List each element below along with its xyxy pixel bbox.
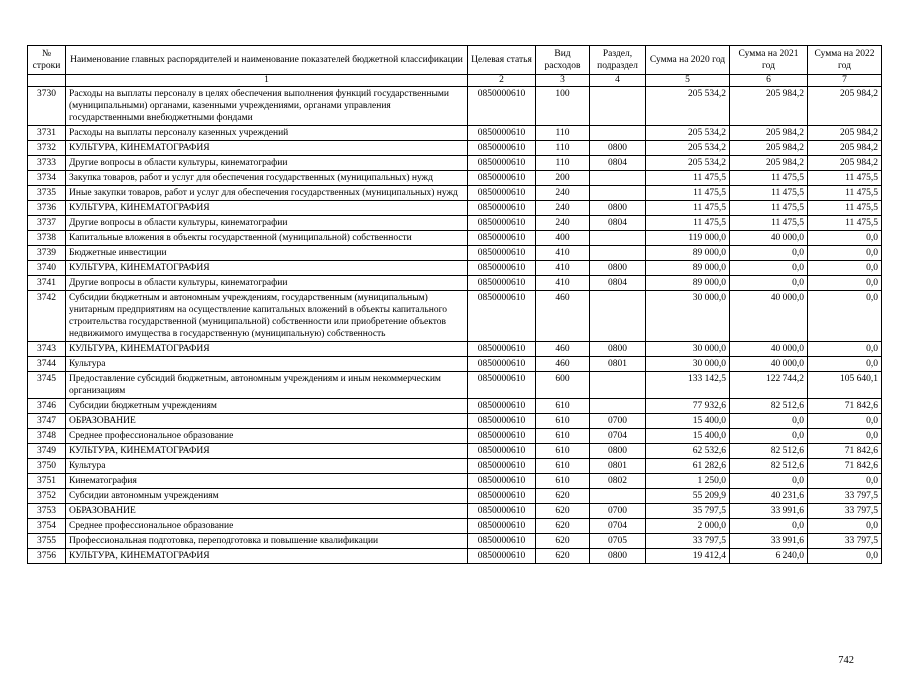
cell-row-number: 3750 bbox=[28, 459, 66, 474]
cell-sum-2022: 0,0 bbox=[808, 261, 882, 276]
cell-name: Субсидии бюджетным и автономным учреждениям, государственным (муниципальным) унитарным предприятиям на осуществление капитальных вложений в объекты капитального строительства государственной (муниципальной) собственности или приобретение объектов недвижимого имущества в государственную (муниципальную) собственность bbox=[66, 291, 468, 342]
table-row bbox=[28, 186, 882, 201]
cell-target-article: 0850000610 bbox=[468, 141, 536, 156]
cell-name: Бюджетные инвестиции bbox=[66, 246, 468, 261]
table-row bbox=[28, 429, 882, 444]
cell-name: Другие вопросы в области культуры, кинематографии bbox=[66, 216, 468, 231]
cell-sum-2022: 0,0 bbox=[808, 519, 882, 534]
table-row bbox=[28, 534, 882, 549]
table-row bbox=[28, 504, 882, 519]
cell-sum-2020: 11 475,5 bbox=[646, 201, 730, 216]
column-number: 6 bbox=[730, 75, 808, 87]
cell-expense-type: 410 bbox=[536, 246, 590, 261]
cell-expense-type: 200 bbox=[536, 171, 590, 186]
table-row bbox=[28, 87, 882, 126]
cell-sum-2022: 0,0 bbox=[808, 276, 882, 291]
cell-name: Субсидии бюджетным учреждениям bbox=[66, 399, 468, 414]
cell-sum-2021: 40 000,0 bbox=[730, 291, 808, 342]
cell-name: Другие вопросы в области культуры, кинематографии bbox=[66, 276, 468, 291]
cell-sum-2021: 33 991,6 bbox=[730, 504, 808, 519]
cell-sum-2021: 82 512,6 bbox=[730, 444, 808, 459]
cell-sum-2020: 55 209,9 bbox=[646, 489, 730, 504]
cell-name: Среднее профессиональное образование bbox=[66, 429, 468, 444]
cell-sum-2020: 1 250,0 bbox=[646, 474, 730, 489]
table-row bbox=[28, 444, 882, 459]
cell-sum-2020: 119 000,0 bbox=[646, 231, 730, 246]
cell-row-number: 3751 bbox=[28, 474, 66, 489]
cell-sum-2022: 11 475,5 bbox=[808, 171, 882, 186]
cell-sum-2021: 40 000,0 bbox=[730, 357, 808, 372]
cell-name: КУЛЬТУРА, КИНЕМАТОГРАФИЯ bbox=[66, 141, 468, 156]
cell-sum-2021: 40 000,0 bbox=[730, 231, 808, 246]
cell-target-article: 0850000610 bbox=[468, 126, 536, 141]
table-row bbox=[28, 291, 882, 342]
cell-row-number: 3745 bbox=[28, 372, 66, 399]
cell-row-number: 3740 bbox=[28, 261, 66, 276]
cell-row-number: 3733 bbox=[28, 156, 66, 171]
table-row bbox=[28, 156, 882, 171]
cell-target-article: 0850000610 bbox=[468, 414, 536, 429]
cell-row-number: 3735 bbox=[28, 186, 66, 201]
cell-section: 0800 bbox=[590, 342, 646, 357]
cell-name: Иные закупки товаров, работ и услуг для обеспечения государственных (муниципальных) нужд bbox=[66, 186, 468, 201]
budget-table bbox=[27, 45, 882, 564]
cell-target-article: 0850000610 bbox=[468, 342, 536, 357]
cell-sum-2022: 0,0 bbox=[808, 231, 882, 246]
cell-sum-2020: 11 475,5 bbox=[646, 171, 730, 186]
cell-expense-type: 610 bbox=[536, 429, 590, 444]
column-number: 1 bbox=[66, 75, 468, 87]
table-row bbox=[28, 474, 882, 489]
cell-sum-2020: 61 282,6 bbox=[646, 459, 730, 474]
cell-sum-2021: 6 240,0 bbox=[730, 549, 808, 564]
cell-sum-2021: 0,0 bbox=[730, 276, 808, 291]
cell-sum-2022: 205 984,2 bbox=[808, 156, 882, 171]
cell-row-number: 3754 bbox=[28, 519, 66, 534]
cell-sum-2020: 89 000,0 bbox=[646, 276, 730, 291]
cell-sum-2021: 0,0 bbox=[730, 414, 808, 429]
cell-sum-2022: 205 984,2 bbox=[808, 87, 882, 126]
cell-expense-type: 600 bbox=[536, 372, 590, 399]
cell-expense-type: 460 bbox=[536, 291, 590, 342]
cell-section bbox=[590, 87, 646, 126]
table-row bbox=[28, 126, 882, 141]
cell-row-number: 3755 bbox=[28, 534, 66, 549]
cell-sum-2021: 11 475,5 bbox=[730, 201, 808, 216]
cell-row-number: 3746 bbox=[28, 399, 66, 414]
cell-sum-2020: 30 000,0 bbox=[646, 357, 730, 372]
column-number bbox=[28, 75, 66, 87]
cell-row-number: 3736 bbox=[28, 201, 66, 216]
cell-sum-2021: 205 984,2 bbox=[730, 87, 808, 126]
cell-sum-2020: 133 142,5 bbox=[646, 372, 730, 399]
cell-expense-type: 240 bbox=[536, 201, 590, 216]
cell-expense-type: 100 bbox=[536, 87, 590, 126]
cell-section: 0801 bbox=[590, 357, 646, 372]
cell-sum-2021: 0,0 bbox=[730, 519, 808, 534]
cell-expense-type: 240 bbox=[536, 186, 590, 201]
cell-sum-2020: 205 534,2 bbox=[646, 126, 730, 141]
cell-expense-type: 410 bbox=[536, 276, 590, 291]
cell-sum-2022: 0,0 bbox=[808, 414, 882, 429]
cell-expense-type: 110 bbox=[536, 156, 590, 171]
cell-sum-2020: 15 400,0 bbox=[646, 429, 730, 444]
cell-target-article: 0850000610 bbox=[468, 429, 536, 444]
cell-sum-2020: 205 534,2 bbox=[646, 87, 730, 126]
cell-sum-2020: 30 000,0 bbox=[646, 291, 730, 342]
cell-name: Кинематография bbox=[66, 474, 468, 489]
cell-section: 0802 bbox=[590, 474, 646, 489]
cell-sum-2020: 62 532,6 bbox=[646, 444, 730, 459]
cell-row-number: 3741 bbox=[28, 276, 66, 291]
cell-expense-type: 620 bbox=[536, 504, 590, 519]
cell-section: 0804 bbox=[590, 276, 646, 291]
cell-section: 0800 bbox=[590, 201, 646, 216]
cell-row-number: 3742 bbox=[28, 291, 66, 342]
cell-row-number: 3732 bbox=[28, 141, 66, 156]
cell-section: 0704 bbox=[590, 429, 646, 444]
cell-sum-2021: 82 512,6 bbox=[730, 459, 808, 474]
cell-section: 0800 bbox=[590, 444, 646, 459]
cell-sum-2020: 35 797,5 bbox=[646, 504, 730, 519]
cell-sum-2022: 205 984,2 bbox=[808, 141, 882, 156]
cell-section bbox=[590, 246, 646, 261]
cell-section bbox=[590, 126, 646, 141]
cell-section bbox=[590, 399, 646, 414]
cell-sum-2020: 33 797,5 bbox=[646, 534, 730, 549]
table-row bbox=[28, 399, 882, 414]
cell-section: 0700 bbox=[590, 504, 646, 519]
cell-sum-2022: 0,0 bbox=[808, 246, 882, 261]
cell-expense-type: 610 bbox=[536, 414, 590, 429]
cell-target-article: 0850000610 bbox=[468, 171, 536, 186]
cell-row-number: 3734 bbox=[28, 171, 66, 186]
cell-name: КУЛЬТУРА, КИНЕМАТОГРАФИЯ bbox=[66, 444, 468, 459]
cell-sum-2020: 2 000,0 bbox=[646, 519, 730, 534]
header-target-article: Целевая статья bbox=[468, 46, 536, 75]
cell-sum-2021: 33 991,6 bbox=[730, 534, 808, 549]
cell-target-article: 0850000610 bbox=[468, 399, 536, 414]
cell-target-article: 0850000610 bbox=[468, 534, 536, 549]
page-number: 742 bbox=[838, 655, 854, 666]
table-row bbox=[28, 372, 882, 399]
cell-row-number: 3738 bbox=[28, 231, 66, 246]
cell-target-article: 0850000610 bbox=[468, 231, 536, 246]
table-row bbox=[28, 357, 882, 372]
cell-sum-2020: 11 475,5 bbox=[646, 216, 730, 231]
cell-name: КУЛЬТУРА, КИНЕМАТОГРАФИЯ bbox=[66, 342, 468, 357]
cell-target-article: 0850000610 bbox=[468, 549, 536, 564]
cell-sum-2021: 11 475,5 bbox=[730, 171, 808, 186]
cell-sum-2022: 11 475,5 bbox=[808, 201, 882, 216]
cell-expense-type: 460 bbox=[536, 357, 590, 372]
cell-sum-2020: 30 000,0 bbox=[646, 342, 730, 357]
cell-section: 0804 bbox=[590, 156, 646, 171]
cell-section bbox=[590, 231, 646, 246]
cell-section: 0804 bbox=[590, 216, 646, 231]
cell-section bbox=[590, 489, 646, 504]
cell-sum-2021: 11 475,5 bbox=[730, 186, 808, 201]
header-sum-2020: Сумма на 2020 год bbox=[646, 46, 730, 75]
table-row bbox=[28, 231, 882, 246]
cell-expense-type: 610 bbox=[536, 459, 590, 474]
cell-row-number: 3749 bbox=[28, 444, 66, 459]
cell-section: 0800 bbox=[590, 261, 646, 276]
cell-target-article: 0850000610 bbox=[468, 261, 536, 276]
cell-sum-2022: 33 797,5 bbox=[808, 489, 882, 504]
table-row bbox=[28, 216, 882, 231]
cell-target-article: 0850000610 bbox=[468, 201, 536, 216]
cell-sum-2021: 0,0 bbox=[730, 261, 808, 276]
cell-target-article: 0850000610 bbox=[468, 186, 536, 201]
header-expense-type: Вид расходов bbox=[536, 46, 590, 75]
cell-sum-2021: 122 744,2 bbox=[730, 372, 808, 399]
column-number: 7 bbox=[808, 75, 882, 87]
cell-expense-type: 410 bbox=[536, 261, 590, 276]
cell-name: КУЛЬТУРА, КИНЕМАТОГРАФИЯ bbox=[66, 549, 468, 564]
cell-section: 0704 bbox=[590, 519, 646, 534]
cell-sum-2022: 0,0 bbox=[808, 357, 882, 372]
header-sum-2022: Сумма на 2022 год bbox=[808, 46, 882, 75]
cell-name: КУЛЬТУРА, КИНЕМАТОГРАФИЯ bbox=[66, 201, 468, 216]
cell-sum-2021: 205 984,2 bbox=[730, 141, 808, 156]
cell-sum-2021: 11 475,5 bbox=[730, 216, 808, 231]
cell-section: 0800 bbox=[590, 549, 646, 564]
cell-name: Субсидии автономным учреждениям bbox=[66, 489, 468, 504]
table-row bbox=[28, 489, 882, 504]
cell-target-article: 0850000610 bbox=[468, 357, 536, 372]
cell-name: КУЛЬТУРА, КИНЕМАТОГРАФИЯ bbox=[66, 261, 468, 276]
cell-expense-type: 240 bbox=[536, 216, 590, 231]
cell-expense-type: 620 bbox=[536, 549, 590, 564]
cell-expense-type: 110 bbox=[536, 141, 590, 156]
cell-sum-2022: 0,0 bbox=[808, 342, 882, 357]
cell-sum-2022: 205 984,2 bbox=[808, 126, 882, 141]
cell-section bbox=[590, 291, 646, 342]
cell-target-article: 0850000610 bbox=[468, 87, 536, 126]
cell-row-number: 3737 bbox=[28, 216, 66, 231]
cell-section: 0705 bbox=[590, 534, 646, 549]
column-number: 4 bbox=[590, 75, 646, 87]
cell-sum-2020: 89 000,0 bbox=[646, 246, 730, 261]
cell-expense-type: 400 bbox=[536, 231, 590, 246]
cell-sum-2022: 11 475,5 bbox=[808, 216, 882, 231]
cell-name: Расходы на выплаты персоналу казенных учреждений bbox=[66, 126, 468, 141]
cell-target-article: 0850000610 bbox=[468, 372, 536, 399]
cell-sum-2020: 205 534,2 bbox=[646, 141, 730, 156]
table-row bbox=[28, 342, 882, 357]
cell-row-number: 3739 bbox=[28, 246, 66, 261]
cell-section: 0801 bbox=[590, 459, 646, 474]
cell-name: Профессиональная подготовка, переподготовка и повышение квалификации bbox=[66, 534, 468, 549]
cell-expense-type: 620 bbox=[536, 519, 590, 534]
cell-target-article: 0850000610 bbox=[468, 489, 536, 504]
cell-sum-2021: 205 984,2 bbox=[730, 156, 808, 171]
cell-expense-type: 620 bbox=[536, 489, 590, 504]
table-body bbox=[28, 87, 882, 564]
cell-sum-2022: 71 842,6 bbox=[808, 399, 882, 414]
cell-row-number: 3730 bbox=[28, 87, 66, 126]
cell-section bbox=[590, 171, 646, 186]
cell-expense-type: 610 bbox=[536, 444, 590, 459]
cell-sum-2022: 105 640,1 bbox=[808, 372, 882, 399]
cell-sum-2022: 71 842,6 bbox=[808, 459, 882, 474]
cell-section bbox=[590, 186, 646, 201]
cell-expense-type: 620 bbox=[536, 534, 590, 549]
cell-target-article: 0850000610 bbox=[468, 459, 536, 474]
header-row bbox=[28, 46, 882, 75]
cell-section: 0700 bbox=[590, 414, 646, 429]
cell-expense-type: 110 bbox=[536, 126, 590, 141]
column-number-row bbox=[28, 75, 882, 87]
cell-name: Среднее профессиональное образование bbox=[66, 519, 468, 534]
table-row bbox=[28, 414, 882, 429]
cell-target-article: 0850000610 bbox=[468, 246, 536, 261]
cell-row-number: 3747 bbox=[28, 414, 66, 429]
cell-sum-2021: 0,0 bbox=[730, 246, 808, 261]
column-number: 2 bbox=[468, 75, 536, 87]
cell-name: Закупка товаров, работ и услуг для обеспечения государственных (муниципальных) нужд bbox=[66, 171, 468, 186]
cell-sum-2021: 40 000,0 bbox=[730, 342, 808, 357]
cell-name: ОБРАЗОВАНИЕ bbox=[66, 504, 468, 519]
table-row bbox=[28, 261, 882, 276]
table-row bbox=[28, 201, 882, 216]
cell-target-article: 0850000610 bbox=[468, 216, 536, 231]
cell-name: Культура bbox=[66, 357, 468, 372]
cell-target-article: 0850000610 bbox=[468, 276, 536, 291]
cell-sum-2020: 19 412,4 bbox=[646, 549, 730, 564]
cell-name: Расходы на выплаты персоналу в целях обеспечения выполнения функций государственными (муниципальными) органами, казенными учреждениями, органами управления государственными внебюджетными фондами bbox=[66, 87, 468, 126]
header-sum-2021: Сумма на 2021 год bbox=[730, 46, 808, 75]
cell-sum-2021: 0,0 bbox=[730, 474, 808, 489]
cell-expense-type: 610 bbox=[536, 399, 590, 414]
cell-section: 0800 bbox=[590, 141, 646, 156]
cell-sum-2020: 11 475,5 bbox=[646, 186, 730, 201]
cell-row-number: 3753 bbox=[28, 504, 66, 519]
cell-target-article: 0850000610 bbox=[468, 156, 536, 171]
cell-sum-2020: 15 400,0 bbox=[646, 414, 730, 429]
cell-expense-type: 610 bbox=[536, 474, 590, 489]
cell-sum-2022: 0,0 bbox=[808, 474, 882, 489]
cell-target-article: 0850000610 bbox=[468, 519, 536, 534]
cell-sum-2020: 205 534,2 bbox=[646, 156, 730, 171]
cell-sum-2022: 33 797,5 bbox=[808, 534, 882, 549]
cell-sum-2022: 0,0 bbox=[808, 549, 882, 564]
cell-name: Другие вопросы в области культуры, кинематографии bbox=[66, 156, 468, 171]
cell-target-article: 0850000610 bbox=[468, 504, 536, 519]
cell-row-number: 3743 bbox=[28, 342, 66, 357]
table-row bbox=[28, 246, 882, 261]
table-row bbox=[28, 549, 882, 564]
cell-sum-2022: 33 797,5 bbox=[808, 504, 882, 519]
table-row bbox=[28, 459, 882, 474]
cell-row-number: 3744 bbox=[28, 357, 66, 372]
cell-name: ОБРАЗОВАНИЕ bbox=[66, 414, 468, 429]
cell-sum-2022: 11 475,5 bbox=[808, 186, 882, 201]
column-number: 5 bbox=[646, 75, 730, 87]
cell-sum-2022: 71 842,6 bbox=[808, 444, 882, 459]
header-name: Наименование главных распорядителей и наименование показателей бюджетной классификации bbox=[66, 46, 468, 75]
cell-sum-2021: 40 231,6 bbox=[730, 489, 808, 504]
table-row bbox=[28, 171, 882, 186]
cell-row-number: 3748 bbox=[28, 429, 66, 444]
cell-row-number: 3731 bbox=[28, 126, 66, 141]
table-row bbox=[28, 276, 882, 291]
cell-sum-2022: 0,0 bbox=[808, 291, 882, 342]
cell-target-article: 0850000610 bbox=[468, 474, 536, 489]
table-row bbox=[28, 519, 882, 534]
cell-expense-type: 460 bbox=[536, 342, 590, 357]
header-row-number: № строки bbox=[28, 46, 66, 75]
cell-row-number: 3756 bbox=[28, 549, 66, 564]
cell-sum-2022: 0,0 bbox=[808, 429, 882, 444]
table-row bbox=[28, 141, 882, 156]
cell-name: Капитальные вложения в объекты государственной (муниципальной) собственности bbox=[66, 231, 468, 246]
header-section: Раздел, подраздел bbox=[590, 46, 646, 75]
cell-section bbox=[590, 372, 646, 399]
cell-sum-2021: 0,0 bbox=[730, 429, 808, 444]
cell-sum-2020: 77 932,6 bbox=[646, 399, 730, 414]
cell-sum-2020: 89 000,0 bbox=[646, 261, 730, 276]
cell-name: Предоставление субсидий бюджетным, автономным учреждениям и иным некоммерческим организациям bbox=[66, 372, 468, 399]
cell-sum-2021: 82 512,6 bbox=[730, 399, 808, 414]
cell-row-number: 3752 bbox=[28, 489, 66, 504]
cell-sum-2021: 205 984,2 bbox=[730, 126, 808, 141]
cell-target-article: 0850000610 bbox=[468, 444, 536, 459]
cell-name: Культура bbox=[66, 459, 468, 474]
cell-target-article: 0850000610 bbox=[468, 291, 536, 342]
column-number: 3 bbox=[536, 75, 590, 87]
